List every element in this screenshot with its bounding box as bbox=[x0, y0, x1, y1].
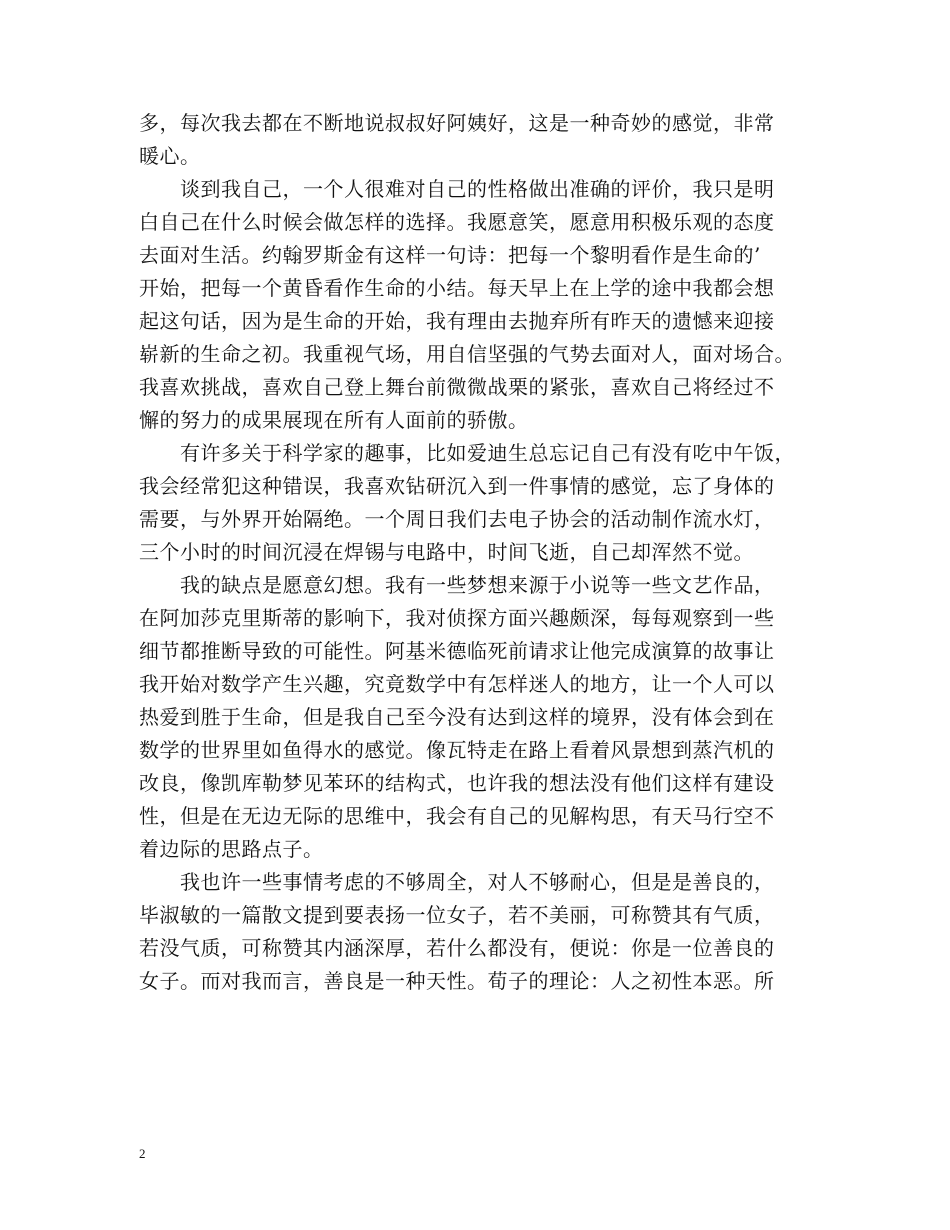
text-line: 我也许一些事情考虑的不够周全，对人不够耐心，但是是善良的， bbox=[139, 870, 775, 894]
text-line: 起这句话，因为是生命的开始，我有理由去抛弃所有昨天的遗憾来迎接 bbox=[139, 309, 775, 333]
page-number: 2 bbox=[139, 1146, 146, 1161]
text-line: 改良，像凯库勒梦见苯环的结构式，也许我的想法没有他们这样有建设 bbox=[139, 771, 775, 795]
text-line: 毕淑敏的一篇散文提到要表扬一位女子，若不美丽，可称赞其有气质， bbox=[139, 903, 775, 927]
text-line: 我开始对数学产生兴趣，究竟数学中有怎样迷人的地方，让一个人可以 bbox=[139, 672, 775, 696]
text-line: 白自己在什么时候会做怎样的选择。我愿意笑，愿意用积极乐观的态度 bbox=[139, 210, 775, 234]
text-line: 我喜欢挑战，喜欢自己登上舞台前微微战栗的紧张，喜欢自己将经过不 bbox=[139, 375, 775, 399]
text-line: 性，但是在无边无际的思维中，我会有自己的见解构思，有天马行空不 bbox=[139, 804, 775, 828]
text-line: 着边际的思路点子。 bbox=[139, 837, 324, 861]
text-line: 若没气质，可称赞其内涵深厚，若什么都没有，便说：你是一位善良的 bbox=[139, 936, 775, 960]
text-line: 多，每次我去都在不断地说叔叔好阿姨好，这是一种奇妙的感觉，非常 bbox=[139, 111, 775, 135]
text-line: 有许多关于科学家的趣事，比如爱迪生总忘记自己有没有吃中午饭， bbox=[139, 441, 795, 465]
text-line: 谈到我自己，一个人很难对自己的性格做出准确的评价，我只是明 bbox=[139, 177, 775, 201]
text-line: 我会经常犯这种错误，我喜欢钻研沉入到一件事情的感觉，忘了身体的 bbox=[139, 474, 775, 498]
text-line: 热爱到胜于生命，但是我自己至今没有达到这样的境界，没有体会到在 bbox=[139, 705, 775, 729]
text-line: 数学的世界里如鱼得水的感觉。像瓦特走在路上看着风景想到蒸汽机的 bbox=[139, 738, 775, 762]
text-line: 女子。而对我而言，善良是一种天性。荀子的理论：人之初性本恶。所 bbox=[139, 969, 775, 993]
text-line: 暖心。 bbox=[139, 144, 201, 168]
text-line: 懈的努力的成果展现在所有人面前的骄傲。 bbox=[139, 408, 529, 432]
text-line: 崭新的生命之初。我重视气场，用自信坚强的气势去面对人，面对场合。 bbox=[139, 342, 795, 366]
body-text bbox=[139, 107, 839, 998]
text-line: 细节都推断导致的可能性。阿基米德临死前请求让他完成演算的故事让 bbox=[139, 639, 775, 663]
text-line: 需要，与外界开始隔绝。一个周日我们去电子协会的活动制作流水灯， bbox=[139, 507, 775, 531]
text-line: 去面对生活。约翰罗斯金有这样一句诗：把每一个黎明看作是生命的’ bbox=[139, 243, 761, 267]
text-line: 我的缺点是愿意幻想。我有一些梦想来源于小说等一些文艺作品， bbox=[139, 573, 775, 597]
text-line: 在阿加莎克里斯蒂的影响下，我对侦探方面兴趣颇深，每每观察到一些 bbox=[139, 606, 775, 630]
text-line: 开始，把每一个黄昏看作生命的小结。每天早上在上学的途中我都会想 bbox=[139, 276, 775, 300]
text-line: 三个小时的时间沉浸在焊锡与电路中，时间飞逝，自己却浑然不觉。 bbox=[139, 540, 754, 564]
